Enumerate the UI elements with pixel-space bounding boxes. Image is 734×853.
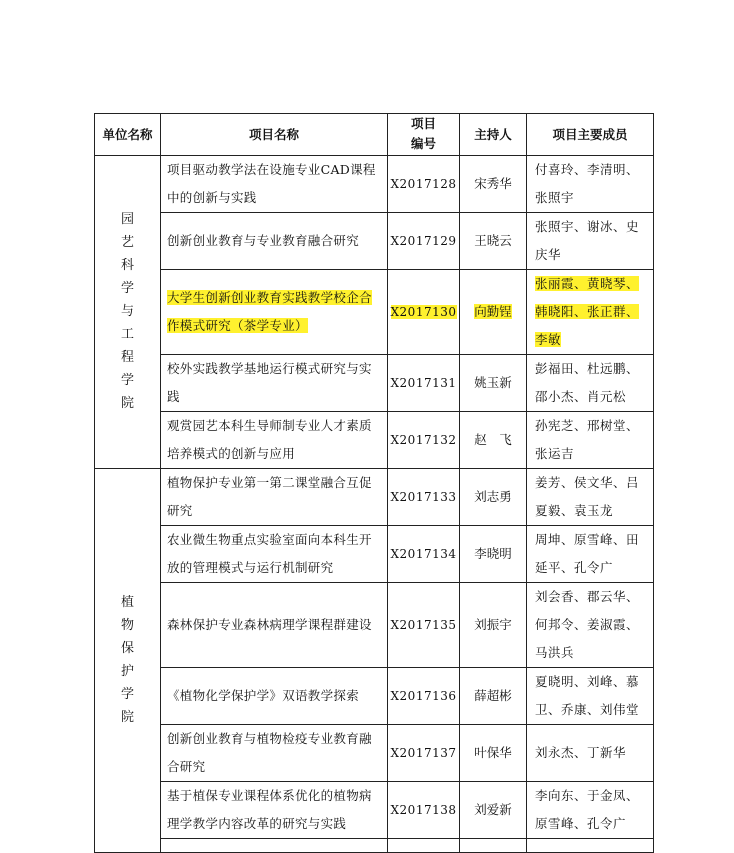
members-cell: 姜芳、侯文华、吕夏毅、袁玉龙: [527, 469, 654, 526]
table-row: [95, 725, 654, 782]
project-name-cell: 创新创业教育与植物检疫专业教育融合研究: [161, 725, 388, 782]
members-cell: 刘永杰、丁新华: [527, 725, 654, 782]
table-row: [95, 526, 654, 583]
host-cell: 刘振宇: [460, 583, 527, 668]
project-code-cell: X2017137: [388, 725, 460, 782]
project-name-cell: 项目驱动教学法在设施专业CAD课程中的创新与实践: [161, 156, 388, 213]
host-cell: 叶保华: [460, 725, 527, 782]
members-cell: 夏晓明、刘峰、慕卫、乔康、刘伟堂: [527, 668, 654, 725]
highlighted-text: 向勤锃: [474, 304, 512, 319]
members-cell: 付喜玲、李清明、张照宇: [527, 156, 654, 213]
header-project-name: 项目名称: [161, 114, 388, 156]
project-name-cell: 基于植保专业课程体系优化的植物病理学教学内容改革的研究与实践: [161, 782, 388, 839]
host-cell: [460, 270, 527, 355]
host-cell: 赵 飞: [460, 412, 527, 469]
project-name-cell: 农业微生物重点实验室面向本科生开放的管理模式与运行机制研究: [161, 526, 388, 583]
table-row: [95, 355, 654, 412]
project-name-cell: 校外实践教学基地运行模式研究与实践: [161, 355, 388, 412]
project-name-cell: 《植物化学保护学》双语教学探索: [161, 668, 388, 725]
host-cell: 刘爱新: [460, 782, 527, 839]
host-cell: 姚玉新: [460, 355, 527, 412]
host-cell: 刘志勇: [460, 469, 527, 526]
project-code-cell: X2017131: [388, 355, 460, 412]
project-code-cell: X2017134: [388, 526, 460, 583]
members-cell: 刘会香、郡云华、何邦令、姜淑霞、马洪兵: [527, 583, 654, 668]
members-cell: 孙宪芝、邢树堂、张运吉: [527, 412, 654, 469]
project-name-cell: [161, 270, 388, 355]
unit-cell: 园艺科学与工程学院: [95, 156, 161, 469]
project-code-cell: X2017135: [388, 583, 460, 668]
table-row: [95, 156, 654, 213]
header-members: 项目主要成员: [527, 114, 654, 156]
table-row-cut: [95, 839, 654, 853]
project-name-cell: 观赏园艺本科生导师制专业人才素质培养模式的创新与应用: [161, 412, 388, 469]
host-cell: 王晓云: [460, 213, 527, 270]
members-cell: 周坤、原雪峰、田延平、孔令广: [527, 526, 654, 583]
header-unit: 单位名称: [95, 114, 161, 156]
host-cell: 李晓明: [460, 526, 527, 583]
project-code-cell: X2017138: [388, 782, 460, 839]
members-cell: 彭福田、杜远鹏、邵小杰、肖元松: [527, 355, 654, 412]
project-code-cell: X2017136: [388, 668, 460, 725]
project-name-cell: 创新创业教育与专业教育融合研究: [161, 213, 388, 270]
header-project-code: 项目编号: [388, 114, 460, 156]
members-cell: [527, 270, 654, 355]
project-code-cell: X2017128: [388, 156, 460, 213]
highlighted-text: 张丽霞、黄晓琴、韩晓阳、张正群、李敏: [535, 276, 640, 347]
project-name-cell: 植物保护专业第一第二课堂融合互促研究: [161, 469, 388, 526]
table-row: [95, 213, 654, 270]
table-row-highlighted: [95, 270, 654, 355]
table-row: [95, 782, 654, 839]
project-table: [94, 113, 654, 853]
unit-cell: 植物保护学院: [95, 469, 161, 853]
highlighted-text: 大学生创新创业教育实践教学校企合作模式研究（茶学专业）: [167, 290, 372, 333]
members-cell: 张照宇、谢冰、史庆华: [527, 213, 654, 270]
project-name-cell: 森林保护专业森林病理学课程群建设: [161, 583, 388, 668]
table-row: [95, 412, 654, 469]
project-code-cell: X2017133: [388, 469, 460, 526]
header-host: 主持人: [460, 114, 527, 156]
table-row: [95, 469, 654, 526]
project-code-cell: [388, 270, 460, 355]
members-cell: 李向东、于金凤、原雪峰、孔令广: [527, 782, 654, 839]
project-code-cell: X2017129: [388, 213, 460, 270]
table-row: [95, 668, 654, 725]
host-cell: 薛超彬: [460, 668, 527, 725]
host-cell: 宋秀华: [460, 156, 527, 213]
highlighted-text: X2017130: [390, 305, 457, 319]
project-code-cell: X2017132: [388, 412, 460, 469]
table-header-row: [95, 114, 654, 156]
table-row: [95, 583, 654, 668]
